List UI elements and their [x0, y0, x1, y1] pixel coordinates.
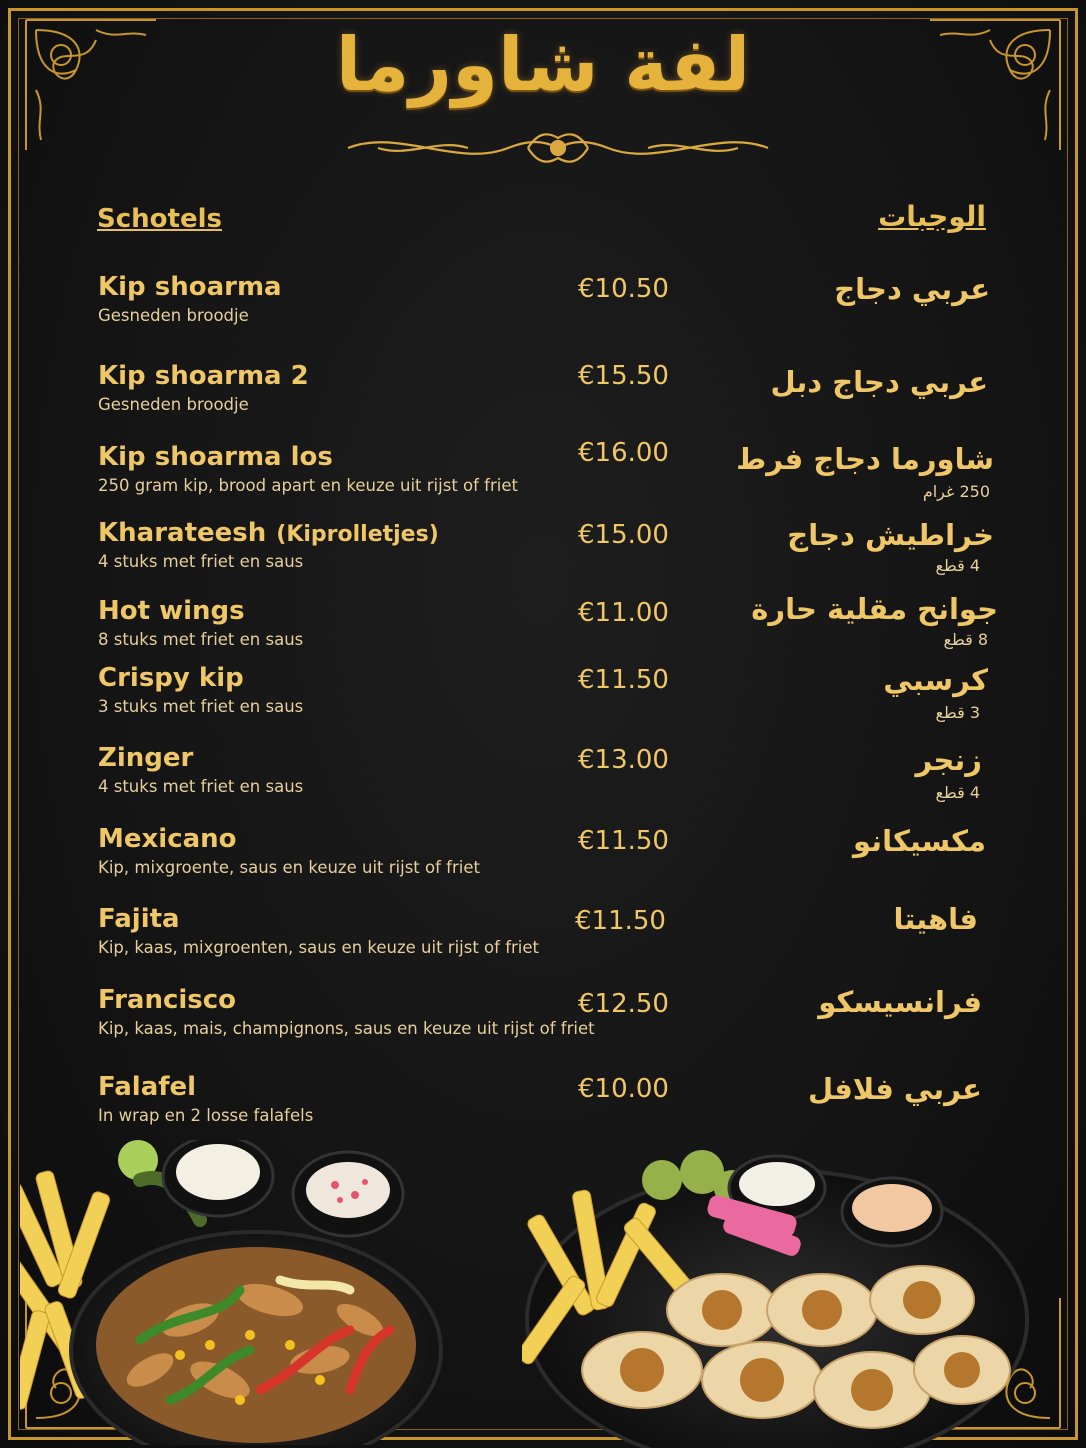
item-name-arabic: مكسيكانو — [853, 824, 986, 858]
item-name-subtitle: (Kiprolletjes) — [276, 522, 439, 547]
item-name-arabic: خراطيش دجاج — [787, 518, 994, 552]
item-price: €16.00 — [578, 438, 669, 468]
section-heading-arabic: الوجبات — [878, 200, 986, 233]
menu-item — [0, 663, 1086, 733]
item-name-text: Kip shoarma — [98, 272, 282, 302]
item-price: €10.50 — [578, 274, 669, 304]
item-price: €12.50 — [578, 989, 669, 1019]
item-description: In wrap en 2 losse falafels — [98, 1106, 314, 1125]
item-price: €11.50 — [578, 665, 669, 695]
item-description: 8 stuks met friet en saus — [98, 630, 304, 649]
item-price: €11.50 — [578, 826, 669, 856]
item-name-arabic: فاهيتا — [893, 902, 978, 936]
page-title: لفة شاورما — [335, 22, 751, 108]
item-name-text: Kip shoarma 2 — [98, 361, 309, 391]
menu-item — [0, 743, 1086, 813]
item-description: 4 stuks met friet en saus — [98, 552, 304, 571]
item-name-arabic: عربي دجاج دبل — [770, 365, 988, 399]
item-description: Kip, kaas, mais, champignons, saus en keuze uit rijst of friet — [98, 1019, 595, 1038]
item-description: Kip, kaas, mixgroenten, saus en keuze uit rijst of friet — [98, 938, 539, 957]
item-price: €11.00 — [578, 598, 669, 628]
item-name — [98, 663, 244, 693]
menu-item — [0, 361, 1086, 431]
item-name-arabic: شاورما دجاج فرط — [736, 442, 994, 476]
item-name-text: Mexicano — [98, 824, 237, 854]
item-name-text: Crispy kip — [98, 663, 244, 693]
item-note-arabic: 250 غرام — [922, 482, 990, 501]
item-note-arabic: 8 قطع — [943, 630, 988, 649]
item-price: €11.50 — [575, 906, 666, 936]
item-name-text: Fajita — [98, 904, 180, 934]
item-name — [98, 743, 193, 773]
item-name — [98, 824, 237, 854]
item-name — [98, 904, 180, 934]
item-price: €13.00 — [578, 745, 669, 775]
item-name-arabic: زنجر — [915, 743, 982, 777]
item-name — [98, 1072, 196, 1102]
section-heading-dutch: Schotels — [97, 204, 222, 234]
item-name — [98, 442, 333, 472]
food-photo-shawarma-rolls — [522, 1150, 1032, 1448]
item-name-arabic: عربي فلافل — [807, 1072, 982, 1106]
item-description: 4 stuks met friet en saus — [98, 777, 304, 796]
item-note-arabic: 4 قطع — [935, 783, 980, 802]
item-description: 3 stuks met friet en saus — [98, 697, 304, 716]
menu-item — [0, 438, 1086, 512]
item-name — [98, 272, 282, 302]
menu-item — [0, 824, 1086, 894]
menu-item — [0, 904, 1086, 974]
item-name-text: Francisco — [98, 985, 237, 1015]
item-note-arabic: 4 قطع — [935, 556, 980, 575]
item-name-text: Hot wings — [98, 596, 245, 626]
item-price: €10.00 — [578, 1074, 669, 1104]
item-name-arabic: جوانح مقلية حارة — [751, 592, 998, 626]
item-price: €15.00 — [578, 520, 669, 550]
food-photo-chicken-vegetables — [20, 1140, 460, 1445]
menu-item — [0, 518, 1086, 588]
flourish-divider-icon — [338, 124, 778, 172]
item-name — [98, 596, 245, 626]
item-description: Gesneden broodje — [98, 395, 249, 414]
menu-item — [0, 272, 1086, 342]
item-description: 250 gram kip, brood apart en keuze uit rijst of friet — [98, 476, 518, 495]
item-name-arabic: كرسبي — [883, 663, 988, 697]
item-name — [98, 518, 439, 548]
item-name-text: Zinger — [98, 743, 194, 773]
item-note-arabic: 3 قطع — [935, 703, 980, 722]
item-description: Gesneden broodje — [98, 306, 249, 325]
item-price: €15.50 — [578, 361, 669, 391]
item-description: Kip, mixgroente, saus en keuze uit rijst of friet — [98, 858, 480, 877]
item-name — [98, 361, 309, 391]
menu-item — [0, 1072, 1086, 1142]
menu-item — [0, 985, 1086, 1055]
item-name-text: Falafel — [98, 1072, 197, 1102]
item-name-arabic: فرانسيسكو — [818, 985, 982, 1019]
item-name-arabic: عربي دجاج — [834, 272, 990, 306]
item-name — [98, 985, 236, 1015]
item-name-text: Kip shoarma los — [98, 442, 333, 472]
item-name-text: Kharateesh — [98, 518, 267, 548]
menu-item — [0, 592, 1086, 666]
